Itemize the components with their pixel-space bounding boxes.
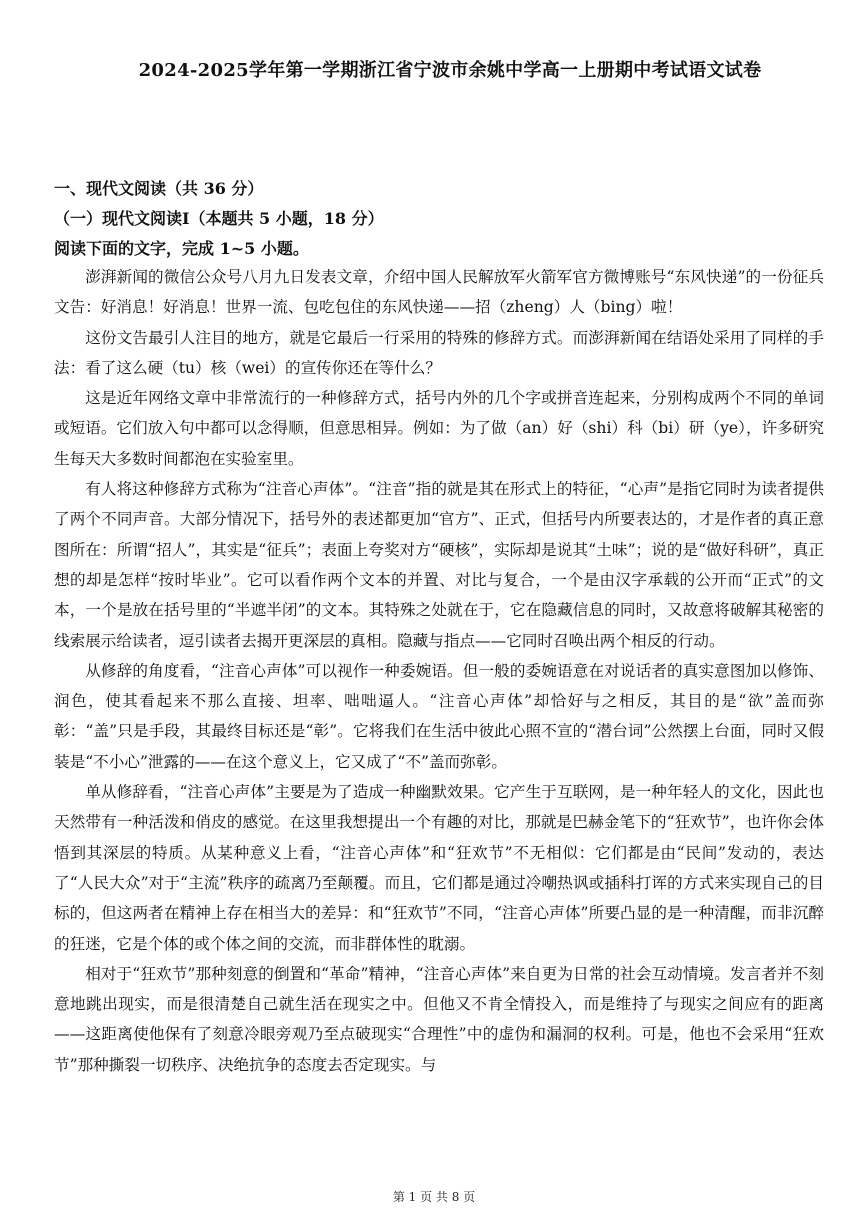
passage-paragraph: 从修辞的角度看，“注音心声体”可以视作一种委婉语。但一般的委婉语意在对说话者的真实意图加以修饰、润色，使其看起来不那么直接、坦率、咄咄逼人。“注音心声体”却恰好与之相反，其目的是“欲”盖而弥彰：“盖”只是手段，其最终目标还是“彰”。它将我们在生活中彼此心照不宣的“潜台词”公然摆上台面，同时又假装是“不小心”泄露的——在这个意义上，它又成了“不”盖而弥彰。 — [54, 661, 824, 771]
document-title: 2024-2025学年第一学期浙江省宁波市余姚中学高一上册期中考试语文试卷 — [138, 60, 762, 81]
section-heading: 一、现代文阅读（共 36 分） — [54, 179, 264, 198]
page-footer: 第 1 页 共 8 页 — [392, 1190, 476, 1204]
passage-paragraph: 有人将这种修辞方式称为“注音心声体”。“注音”指的就是其在形式上的特征，“心声”是指它同时为读者提供了两个不同声音。大部分情况下，括号外的表述都更加“官方”、正式，但括号内所要表达的，才是作者的真正意图所在：所谓“招人”，其实是“征兵”；表面上夸奖对方“硬核”，实际却是说其“土味”；说的是“做好科研”，真正想的却是怎样“按时毕业”。它可以看作两个文本的并置、对比与复合，一个是由汉字承载的公开而“正式”的文本，一个是放在括号里的“半遮半闭”的文本。其特殊之处就在于，它在隐藏信息的同时，又故意将破解其秘密的线索展示给读者，逗引读者去揭开更深层的真相。隐藏与指点——它同时召唤出两个相反的行动。 — [54, 480, 824, 650]
passage-paragraph: 这是近年网络文章中非常流行的一种修辞方式，括号内外的几个字或拼音连起来，分别构成两个不同的单词或短语。它们放入句中都可以念得顺，但意思相异。例如：为了做（an）好（shi）科（bi）研（ye），许多研究生每天大多数时间都泡在实验室里。 — [54, 389, 824, 468]
subsection-heading: （一）现代文阅读Ⅰ（本题共 5 小题，18 分） — [54, 209, 384, 228]
passage-paragraph: 这份文告最引人注目的地方，就是它最后一行采用的特殊的修辞方式。而澎湃新闻在结语处采用了同样的手法：看了这么硬（tu）核（wei）的宣传你还在等什么？ — [54, 328, 824, 377]
reading-instruction: 阅读下面的文字，完成 1~5 小题。 — [54, 239, 309, 258]
passage-paragraph: 相对于“狂欢节”那种刻意的倒置和“革命”精神，“注音心声体”来自更为日常的社会互动情境。发言者并不刻意地跳出现实，而是很清楚自己就生活在现实之中。但他又不肯全情投入，而是维持了与现实之间应有的距离——这距离使他保有了刻意冷眼旁观乃至点破现实“合理性”中的虚伪和漏洞的权利。可是，他也不会采用“狂欢节”那种撕裂一切秩序、决绝抗争的态度去否定现实。与 — [54, 964, 824, 1074]
passage-paragraph: 澎湃新闻的微信公众号八月九日发表文章，介绍中国人民解放军火箭军官方微博账号“东风快递”的一份征兵文告：好消息！好消息！世界一流、包吃包住的东风快递——招（zheng）人（bing）啦！ — [54, 268, 824, 317]
reading-passage — [54, 262, 824, 1080]
passage-paragraph: 单从修辞看，“注音心声体”主要是为了造成一种幽默效果。它产生于互联网，是一种年轻人的文化，因此也天然带有一种活泼和俏皮的感觉。在这里我想提出一个有趣的对比，那就是巴赫金笔下的“狂欢节”，也许你会体悟到其深层的特质。从某种意义上看，“注音心声体”和“狂欢节”不无相似：它们都是由“民间”发动的，表达了“人民大众”对于“主流”秩序的疏离乃至颠覆。而且，它们都是通过冷嘲热讽或插科打诨的方式来实现自己的目标的，但这两者在精神上存在相当大的差异：和“狂欢节”不同，“注音心声体”所要凸显的是一种清醒，而非沉醉的狂迷，它是个体的或个体之间的交流，而非群体性的耽溺。 — [54, 783, 824, 953]
